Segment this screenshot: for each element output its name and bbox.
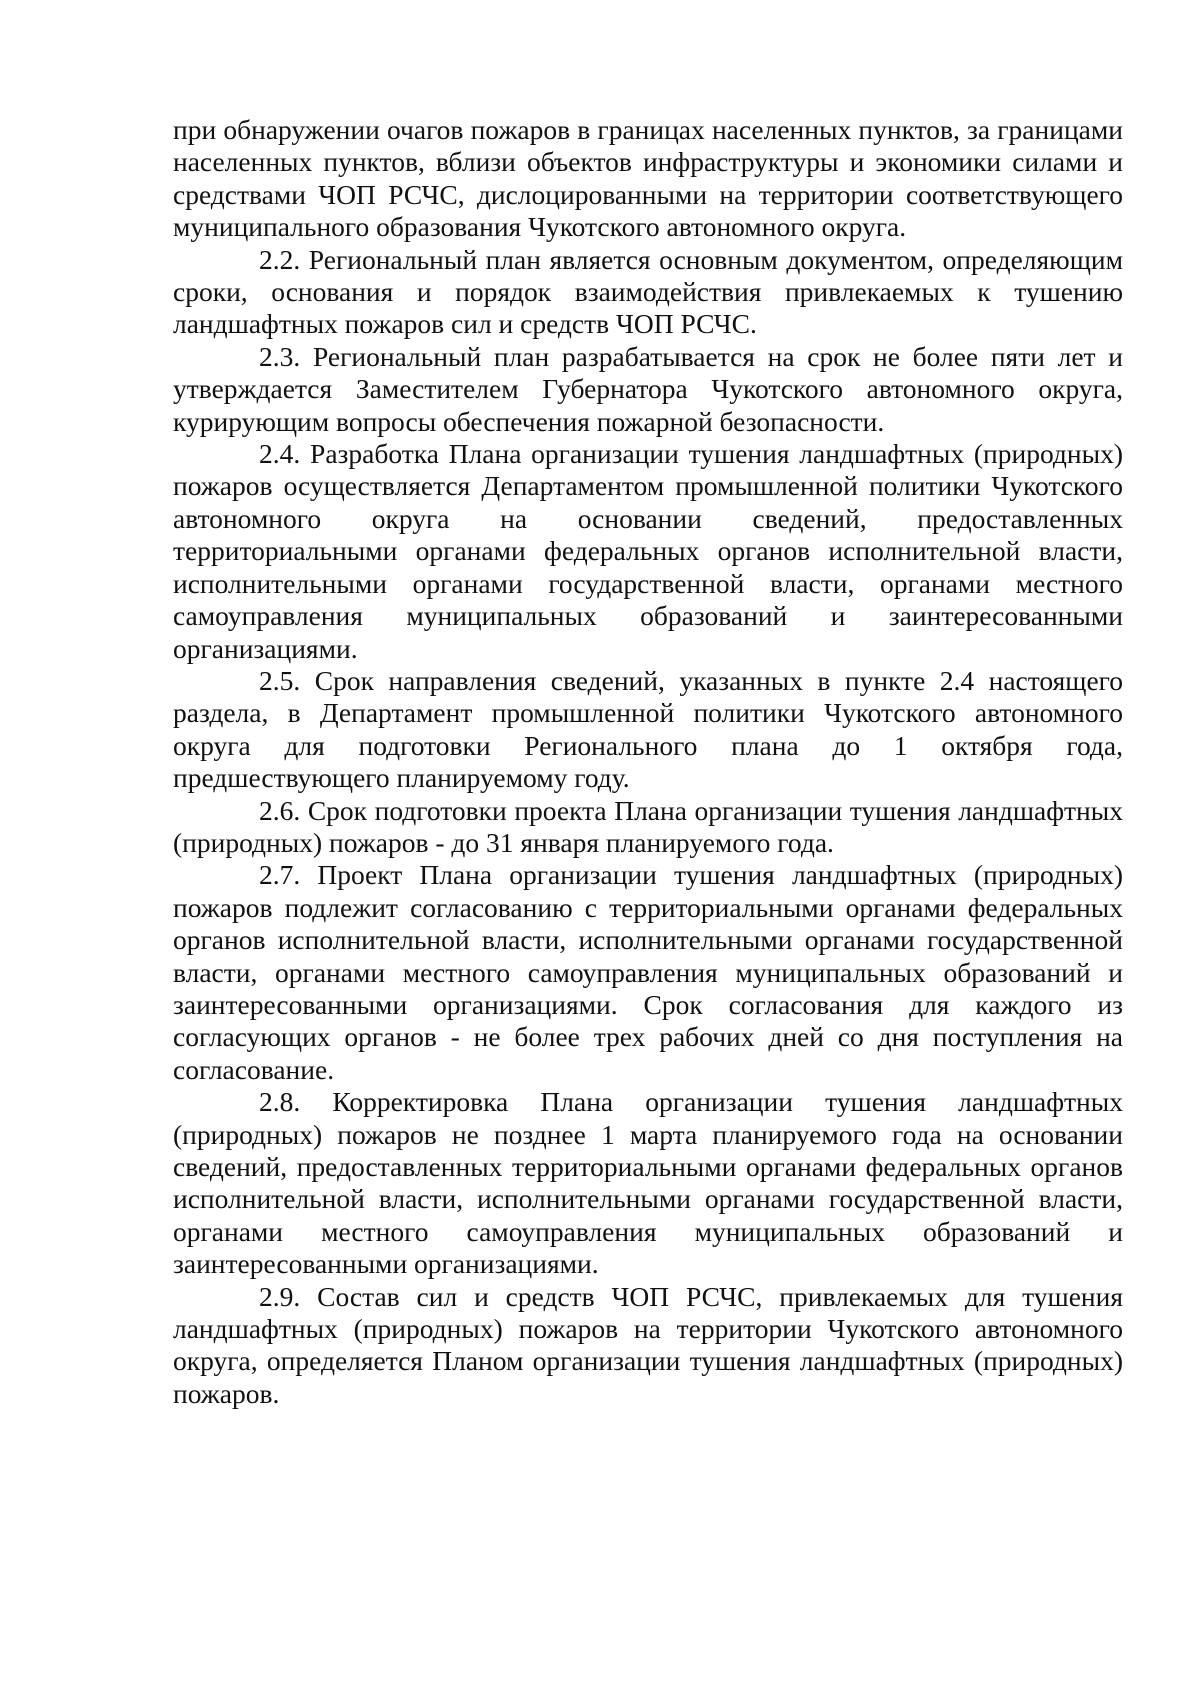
paragraph-2-1-continuation: при обнаружении очагов пожаров в границах населенных пунктов, за границами населенных пунктов, вблизи объектов инфраструктуры и экономики силами и средствами ЧОП РСЧС, дислоцированными на территории соответствующего муниципального образования Чукотского автономного округа. — [173, 114, 1123, 243]
paragraph-2-2: 2.2. Региональный план является основным документом, определяющим сроки, основания и порядок взаимодействия привлекаемых к тушению ландшафтных пожаров сил и средств ЧОП РСЧС. — [173, 243, 1123, 340]
paragraph-2-9: 2.9. Состав сил и средств ЧОП РСЧС, привлекаемых для тушения ландшафтных (природных) пожаров на территории Чукотского автономного округа, определяется Планом организации тушения ландшафтных (природных) пожаров. — [173, 1280, 1123, 1409]
paragraph-2-7: 2.7. Проект Плана организации тушения ландшафтных (природных) пожаров подлежит согласованию с территориальными органами федеральных органов исполнительной власти, исполнительными органами государственной власти, органами местного самоуправления муниципальных образований и заинтересованными организациями. Срок согласования для каждого из согласующих органов - не более трех рабочих дней со дня поступления на согласование. — [173, 859, 1123, 1085]
paragraph-2-3: 2.3. Региональный план разрабатывается на срок не более пяти лет и утверждается Заместителем Губернатора Чукотского автономного округа, курирующим вопросы обеспечения пожарной безопасности. — [173, 340, 1123, 437]
document-body — [173, 114, 1123, 1410]
paragraph-2-6: 2.6. Срок подготовки проекта Плана организации тушения ландшафтных (природных) пожаров - до 31 января планируемого года. — [173, 794, 1123, 858]
paragraph-2-4: 2.4. Разработка Плана организации тушения ландшафтных (природных) пожаров осуществляется Департаментом промышленной политики Чукотского автономного округа на основании сведений, предоставленных территориальными органами федеральных органов исполнительной власти, исполнительными органами государственной власти, органами местного самоуправления муниципальных образований и заинтересованными организациями. — [173, 438, 1123, 664]
paragraph-2-5: 2.5. Срок направления сведений, указанных в пункте 2.4 настоящего раздела, в Департамент промышленной политики Чукотского автономного округа для подготовки Регионального плана до 1 октября года, предшествующего планируемому году. — [173, 664, 1123, 794]
paragraph-2-8: 2.8. Корректировка Плана организации тушения ландшафтных (природных) пожаров не позднее 1 марта планируемого года на основании сведений, предоставленных территориальными органами федеральных органов исполнительной власти, исполнительными органами государственной власти, органами местного самоуправления муниципальных образований и заинтересованными организациями. — [173, 1086, 1123, 1280]
